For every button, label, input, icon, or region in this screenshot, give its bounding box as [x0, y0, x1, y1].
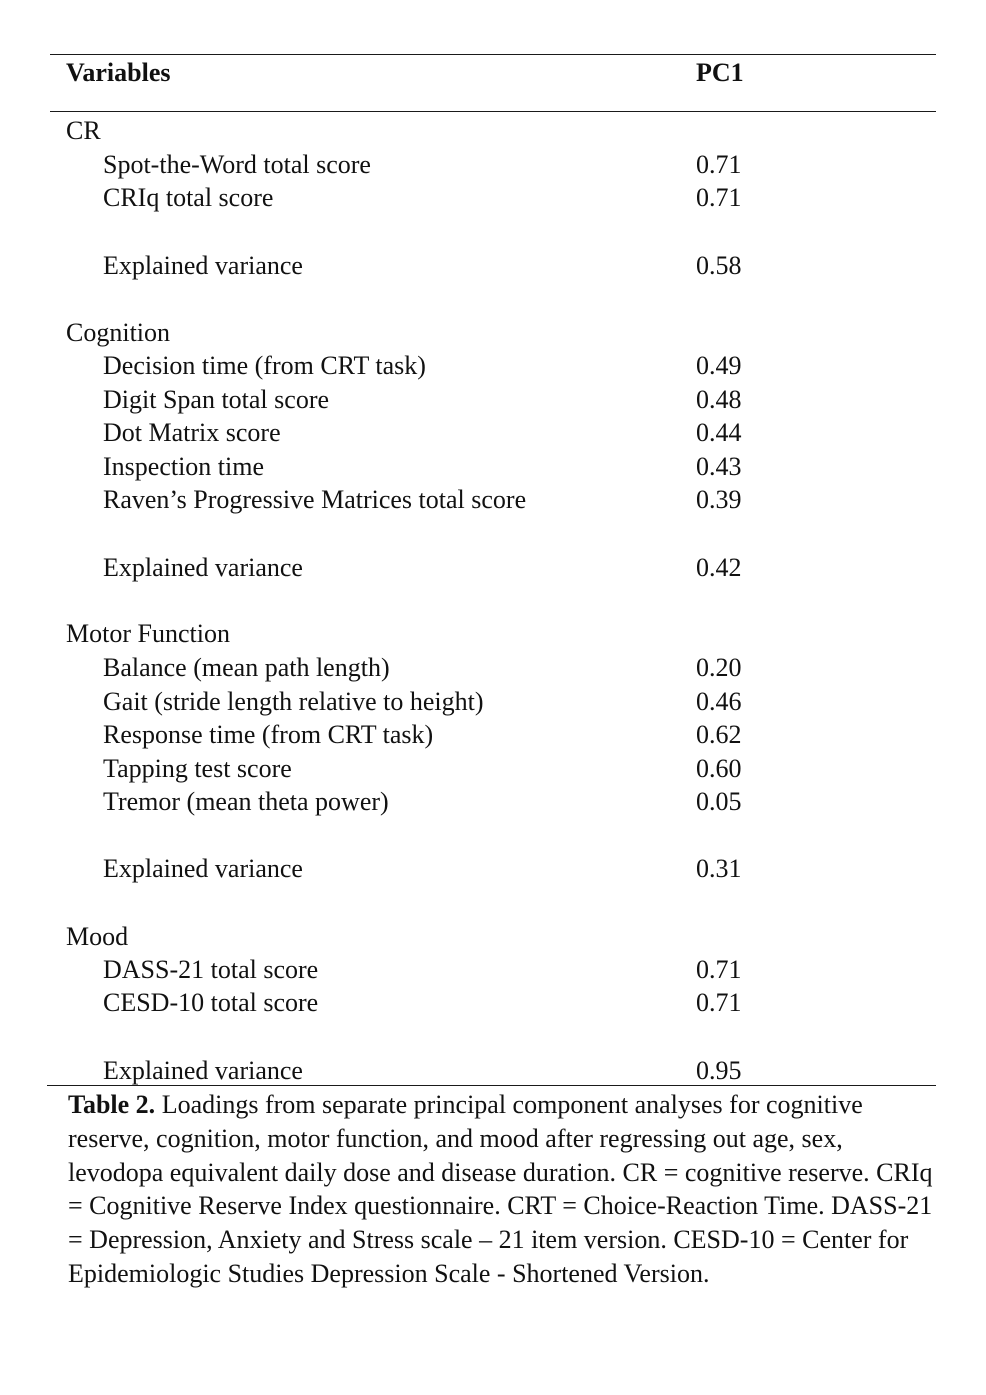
table-header-rule — [50, 111, 936, 112]
group-label-mood: Mood — [66, 922, 129, 951]
table-row-label: Dot Matrix score — [103, 418, 281, 447]
table-row-label: DASS-21 total score — [103, 955, 319, 984]
table-row-value: 0.71 — [696, 150, 742, 179]
table-row-label: Raven’s Progressive Matrices total score — [103, 485, 527, 514]
table-row-label: Spot-the-Word total score — [103, 150, 371, 179]
explained-variance-value: 0.42 — [696, 553, 742, 582]
table-row-label: Digit Span total score — [103, 385, 330, 414]
column-header-pc1: PC1 — [696, 58, 744, 87]
explained-variance-label: Explained variance — [103, 553, 303, 582]
group-label-cr: CR — [66, 116, 101, 145]
explained-variance-label: Explained variance — [103, 251, 303, 280]
table-row-value: 0.44 — [696, 418, 742, 447]
table-row-value: 0.62 — [696, 720, 742, 749]
table-top-rule — [50, 54, 936, 55]
explained-variance-label: Explained variance — [103, 854, 303, 883]
table-bottom-rule — [47, 1085, 936, 1086]
table-row-label: Tapping test score — [103, 754, 292, 783]
table-row-label: CESD-10 total score — [103, 988, 319, 1017]
table-caption — [68, 1088, 938, 1291]
table-row-value: 0.48 — [696, 385, 742, 414]
table-row-value: 0.49 — [696, 351, 742, 380]
table-row-value: 0.71 — [696, 183, 742, 212]
table-row-label: Decision time (from CRT task) — [103, 351, 426, 380]
table-row-value: 0.20 — [696, 653, 742, 682]
table-row-value: 0.46 — [696, 687, 742, 716]
group-label-cognition: Cognition — [66, 318, 171, 347]
caption-title: Table 2. — [68, 1090, 156, 1119]
table-row-label: Inspection time — [103, 452, 265, 481]
table-row-value: 0.71 — [696, 988, 742, 1017]
table-row-label: CRIq total score — [103, 183, 274, 212]
explained-variance-label: Explained variance — [103, 1056, 303, 1085]
caption-text: Loadings from separate principal component analyses for cognitive reserve, cognition, motor function, and mood after regressing out age, sex, levodopa equivalent daily dose and disease duration. CR = cognitive reserve. CRIq = Cognitive Reserve Index questionnaire. CRT = Choice-Reaction Time. DASS-21 = Depression, Anxiety and Stress scale – 21 item version. CESD-10 = Center for Epidemiologic Studies Depression Scale - Shortened Version. — [68, 1090, 933, 1288]
column-header-variables: Variables — [66, 58, 171, 87]
table-row-value: 0.39 — [696, 485, 742, 514]
table-header-row — [66, 58, 936, 90]
table-row-label: Balance (mean path length) — [103, 653, 390, 682]
table-row-value: 0.43 — [696, 452, 742, 481]
table-row-label: Tremor (mean theta power) — [103, 787, 389, 816]
explained-variance-value: 0.31 — [696, 854, 742, 883]
table-row-value: 0.60 — [696, 754, 742, 783]
table-row-value: 0.05 — [696, 787, 742, 816]
explained-variance-value: 0.95 — [696, 1056, 742, 1085]
table-row-value: 0.71 — [696, 955, 742, 984]
table-row-label: Response time (from CRT task) — [103, 720, 434, 749]
explained-variance-value: 0.58 — [696, 251, 742, 280]
group-label-motor-function: Motor Function — [66, 619, 230, 648]
table-row-label: Gait (stride length relative to height) — [103, 687, 484, 716]
